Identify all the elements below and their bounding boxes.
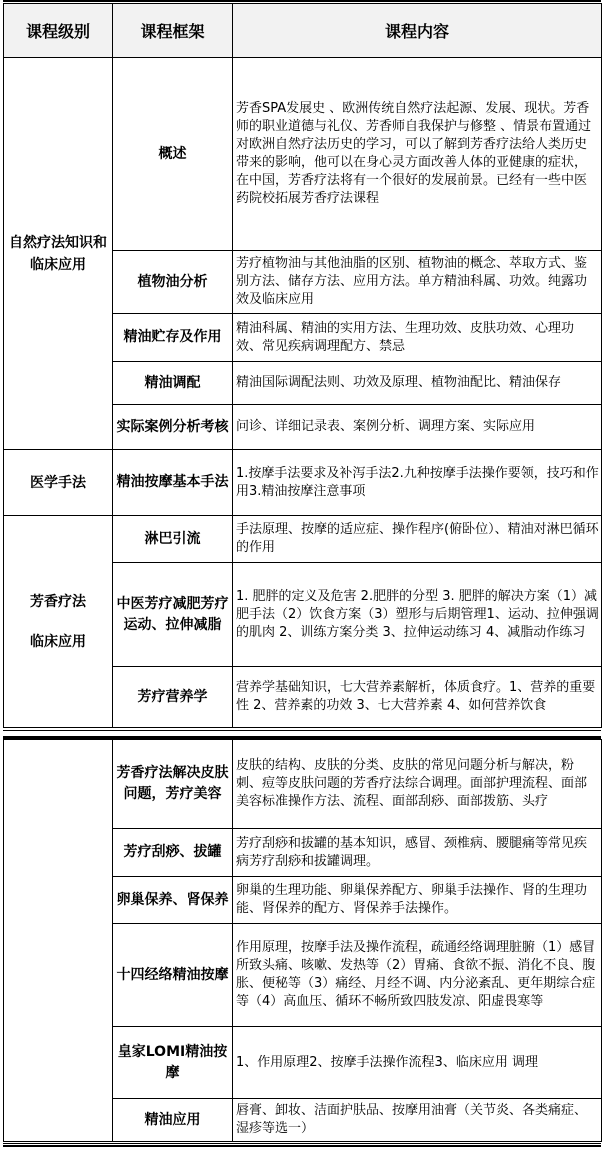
level-medical-technique: 医学手法 — [4, 450, 113, 516]
content-cell: 卵巢的生理功能、卵巢保养配方、卵巢手法操作、肾的生理功能、肾保养的配方、肾保养手法操作。 — [233, 877, 602, 924]
level-line-gap — [4, 613, 112, 631]
content-cell: 1、作用原理2、按摩手法操作流程3、临床应用 调理 — [233, 1027, 602, 1099]
level-label: 自然疗法知识和临床应用 — [9, 234, 107, 273]
frame-cell: 概述 — [113, 58, 233, 251]
frame-cell: 芳疗刮痧、拔罐 — [113, 829, 233, 877]
frame-cell: 实际案例分析考核 — [113, 405, 233, 450]
level-line-1: 芳香疗法 — [30, 593, 86, 610]
frame-cell: 芳疗营养学 — [113, 667, 233, 728]
content-cell: 1. 肥胖的定义及危害 2.肥胖的分型 3. 肥胖的解决方案（1）减肥手法（2）饮食方案（3）塑形与后期管理1、运动、拉伸强调的肌肉 2、训练方案分类 3、拉伸运动练习 4、减脂动作练习 — [233, 563, 602, 667]
content-cell: 作用原理，按摩手法及操作流程，疏通经络调理脏腑（1）感冒所致头痛、咳嗽、发热等（2）胃痛、食欲不振、消化不良、腹胀、便秘等（3）痛经、月经不调、内分泌紊乱、更年期综合症等（4）高血压、循环不畅所致四肢发凉、阳虚畏寒等 — [233, 924, 602, 1027]
header-course-framework: 课程框架 — [113, 4, 233, 58]
content-cell: 1.按摩手法要求及补泻手法2.九种按摩手法操作要领，技巧和作用3.精油按摩注意事项 — [233, 450, 602, 516]
section-divider — [3, 730, 601, 739]
content-cell: 营养学基础知识，七大营养素解析，体质食疗。1、营养的重要性 2、营养素的功效 3、七大营养素 4、如何营养饮食 — [233, 667, 602, 728]
level-aromatherapy-clinical — [4, 516, 113, 728]
table-row — [4, 740, 602, 829]
content-cell: 皮肤的结构、皮肤的分类、皮肤的常见问题分析与解决，粉刺、痘等皮肤问题的芳香疗法综合调理。面部护理流程、面部美容标准操作方法、流程、面部刮痧、面部拨筋、头疗 — [233, 740, 602, 829]
content-cell: 精油国际调配法则、功效及原理、植物油配比、精油保存 — [233, 362, 602, 405]
level-line-2: 临床应用 — [30, 633, 86, 650]
content-cell: 问诊、详细记录表、案例分析、调理方案、实际应用 — [233, 405, 602, 450]
frame-cell: 植物油分析 — [113, 251, 233, 314]
table-row — [4, 516, 602, 563]
header-course-level: 课程级别 — [4, 4, 113, 58]
content-cell: 芳疗植物油与其他油脂的区别、植物油的概念、萃取方式、鉴别方法、储存方法、应用方法。单方精油科属、功效。纯露功效及临床应用 — [233, 251, 602, 314]
curriculum-table-upper — [3, 3, 602, 728]
frame-cell: 精油应用 — [113, 1099, 233, 1142]
level-natural-therapy — [4, 58, 113, 450]
frame-cell: 卵巢保养、肾保养 — [113, 877, 233, 924]
frame-cell: 芳香疗法解决皮肤问题，芳疗美容 — [113, 740, 233, 829]
table-header-row — [4, 4, 602, 58]
curriculum-table-lower — [3, 739, 602, 1142]
frame-cell: 皇家LOMI精油按摩 — [113, 1027, 233, 1099]
frame-cell: 精油按摩基本手法 — [113, 450, 233, 516]
header-course-content: 课程内容 — [233, 4, 602, 58]
content-cell: 芳疗刮痧和拔罐的基本知识，感冒、颈椎病、腰腿痛等常见疾病芳疗刮痧和拔罐调理。 — [233, 829, 602, 877]
level-empty — [4, 740, 113, 1142]
table-row — [4, 450, 602, 516]
content-cell: 唇膏、卸妆、洁面护肤品、按摩用油膏（关节炎、各类痛症、湿疹等选一） — [233, 1099, 602, 1142]
frame-cell: 精油调配 — [113, 362, 233, 405]
content-cell: 精油科属、精油的实用方法、生理功效、皮肤功效、心理功效、常见疾病调理配方、禁忌 — [233, 314, 602, 362]
frame-cell: 十四经络精油按摩 — [113, 924, 233, 1027]
content-cell: 芳香SPA发展史 、欧洲传统自然疗法起源、发展、现状。芳香师的职业道德与礼仪、芳香师自我保护与修整 、情景布置通过对欧洲自然疗法历史的学习，可以了解到芳香疗法给人类历史带来的影响，他可以在身心灵方面改善人体的亚健康的症状，在中国，芳香疗法将有一个很好的发展前景。已经有一些中医药院校拓展芳香疗法课程 — [233, 58, 602, 251]
bottom-rule — [3, 1143, 601, 1147]
frame-cell: 中医芳疗减肥芳疗运动、拉伸减脂 — [113, 563, 233, 667]
frame-cell: 精油贮存及作用 — [113, 314, 233, 362]
frame-cell: 淋巴引流 — [113, 516, 233, 563]
table-row — [4, 58, 602, 251]
content-cell: 手法原理、按摩的适应症、操作程序(俯卧位）、精油对淋巴循环的作用 — [233, 516, 602, 563]
